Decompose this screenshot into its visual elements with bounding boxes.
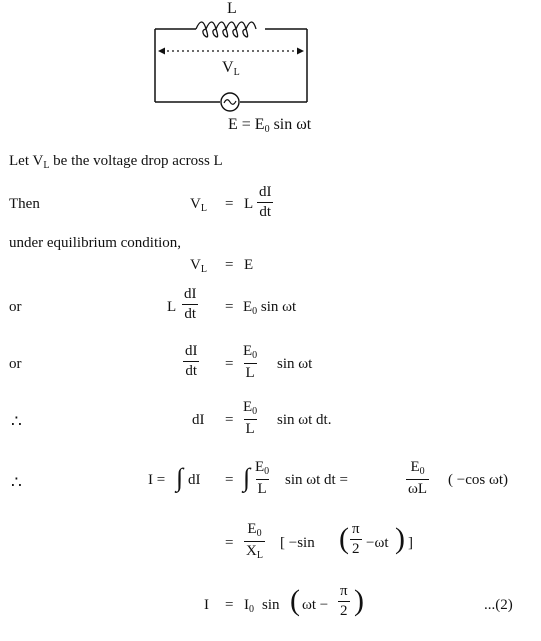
equation-6-tail: ( −cos ωt) [448,472,508,488]
equation-6-fraction-2: $\frac{E_0}{\omega L}$ [408,459,428,497]
inductor-label: L [227,0,237,17]
equation-5-eq: = [225,412,234,428]
or-label-1: or [9,299,22,315]
equation-7-fraction: $\frac{E_0}{X_L}$ [246,521,263,561]
equation-6-dI: dI [188,472,201,488]
equation-7-minus-wt: −ωt [366,535,389,551]
therefore-symbol-1: ∴ [11,412,22,431]
equation-3-coef: L [167,299,177,315]
equation-7-pi-fraction: $\frac{\pi}{2}$ [352,521,360,557]
circuit-diagram [0,0,541,130]
equation-3-eq: = [225,299,234,315]
source-equation: $E = E_0$ sin ωt [228,116,312,135]
equation-6-eq: = [225,472,234,488]
equation-7-right-paren: ) [395,522,405,555]
intro-line: Let $V_L$ be the voltage drop across L [9,153,223,171]
equation-4-tail: sin ωt [277,356,313,372]
equation-6-lhs: I = [148,472,166,488]
equation-8-I0: $I_0$ [244,597,254,615]
integral-sign-1: ∫ [176,463,184,492]
equation-1-eq: = [225,196,234,212]
equation-5-lhs: dI [192,412,205,428]
equation-8-wt: ωt − [302,597,329,613]
voltage-label: $V_L$ [222,59,240,78]
therefore-symbol-2: ∴ [11,473,22,492]
then-label: Then [9,196,40,212]
voltage-arrow [158,48,304,55]
equation-6-fraction-1: $\frac{E_0}{L}$ [255,459,270,497]
or-label-2: or [9,356,22,372]
equation-8-left-paren: ( [290,584,300,617]
equation-6-mid: sin ωt dt = [285,472,348,488]
equation-3-fraction: $\frac{dI}{dt}$ [184,286,197,322]
equation-7-left-paren: ( [339,522,349,555]
ac-source-icon [221,93,239,111]
under-equilibrium-text: under equilibrium condition, [9,235,182,251]
equation-8-right-paren: ) [354,584,364,617]
inductor-coil [196,22,256,37]
equation-7-close: ] [408,535,413,551]
equation-4-lhs-fraction: $\frac{dI}{dt}$ [185,343,198,379]
equation-1-lhs: $V_L$ [190,196,207,214]
equation-2-eq: = [225,257,234,273]
equation-2-lhs: $V_L$ [190,257,207,275]
equation-7-open: [ −sin [280,535,315,551]
equation-4-eq: = [225,356,234,372]
equation-8-pi-fraction: $\frac{\pi}{2}$ [340,583,348,619]
equation-5-tail: sin ωt dt. [277,412,332,428]
equation-4-rhs-fraction: $\frac{E_0}{L}$ [243,343,258,381]
equation-3-rhs: $E_0$ sin ωt [243,299,297,317]
equation-7-eq: = [225,535,234,551]
equation-8-lhs: I [204,597,209,613]
equation-8-label: ...(2) [484,597,513,613]
equation-2-rhs: E [244,257,254,273]
equation-1-coef: L [244,196,254,212]
integral-sign-2: ∫ [243,463,251,492]
equation-1-fraction: $\frac{dI}{dt}$ [259,184,272,220]
equation-8-eq: = [225,597,234,613]
equation-5-fraction: $\frac{E_0}{L}$ [243,399,258,437]
equation-8-sin: sin [262,597,280,613]
